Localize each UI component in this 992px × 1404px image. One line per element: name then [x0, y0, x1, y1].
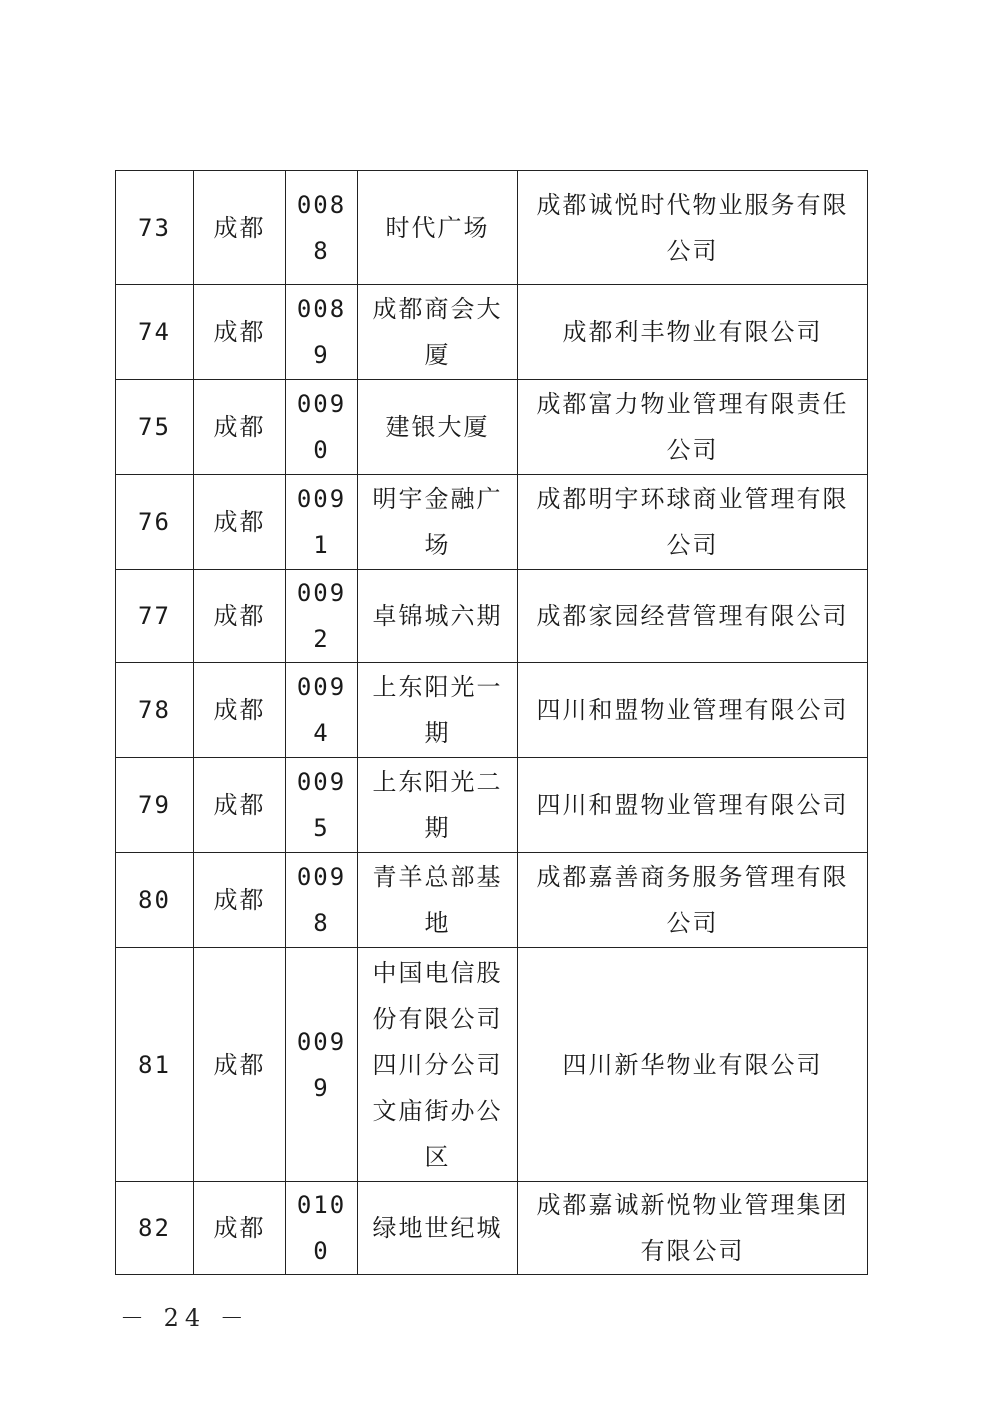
row-number: 81	[116, 948, 194, 1182]
company-cell: 四川和盟物业管理有限公司	[518, 758, 868, 853]
project-cell: 明宇金融广场	[358, 475, 518, 570]
project-cell: 青羊总部基地	[358, 853, 518, 948]
table-row	[116, 380, 868, 475]
project-cell: 时代广场	[358, 171, 518, 285]
city-cell: 成都	[194, 758, 286, 853]
code-cell: 0095	[286, 758, 358, 853]
company-cell: 成都嘉善商务服务管理有限公司	[518, 853, 868, 948]
row-number: 74	[116, 285, 194, 380]
table-row	[116, 758, 868, 853]
code-cell: 0092	[286, 570, 358, 663]
city-cell: 成都	[194, 171, 286, 285]
project-cell: 成都商会大厦	[358, 285, 518, 380]
property-table	[115, 170, 868, 1275]
row-number: 80	[116, 853, 194, 948]
row-number: 75	[116, 380, 194, 475]
row-number: 79	[116, 758, 194, 853]
company-cell: 成都家园经营管理有限公司	[518, 570, 868, 663]
row-number: 78	[116, 663, 194, 758]
table-row	[116, 475, 868, 570]
code-cell: 0091	[286, 475, 358, 570]
code-cell: 0099	[286, 948, 358, 1182]
city-cell: 成都	[194, 475, 286, 570]
company-cell: 四川新华物业有限公司	[518, 948, 868, 1182]
code-cell: 0089	[286, 285, 358, 380]
project-cell: 卓锦城六期	[358, 570, 518, 663]
project-cell: 上东阳光一期	[358, 663, 518, 758]
row-number: 76	[116, 475, 194, 570]
code-cell: 0090	[286, 380, 358, 475]
company-cell: 成都诚悦时代物业服务有限公司	[518, 171, 868, 285]
table-row	[116, 570, 868, 663]
row-number: 77	[116, 570, 194, 663]
row-number: 82	[116, 1182, 194, 1275]
company-cell: 成都嘉诚新悦物业管理集团有限公司	[518, 1182, 868, 1275]
company-cell: 四川和盟物业管理有限公司	[518, 663, 868, 758]
table-row	[116, 663, 868, 758]
city-cell: 成都	[194, 948, 286, 1182]
project-cell: 中国电信股份有限公司四川分公司文庙街办公区	[358, 948, 518, 1182]
table-row	[116, 171, 868, 285]
table-row	[116, 853, 868, 948]
project-cell: 上东阳光二期	[358, 758, 518, 853]
city-cell: 成都	[194, 1182, 286, 1275]
page-number: － 24 －	[120, 1304, 250, 1332]
code-cell: 0098	[286, 853, 358, 948]
code-cell: 0094	[286, 663, 358, 758]
project-cell: 绿地世纪城	[358, 1182, 518, 1275]
table-body	[116, 171, 868, 1275]
city-cell: 成都	[194, 285, 286, 380]
city-cell: 成都	[194, 853, 286, 948]
company-cell: 成都富力物业管理有限责任公司	[518, 380, 868, 475]
table-row	[116, 285, 868, 380]
code-cell: 0100	[286, 1182, 358, 1275]
table-row	[116, 948, 868, 1182]
company-cell: 成都利丰物业有限公司	[518, 285, 868, 380]
city-cell: 成都	[194, 663, 286, 758]
project-cell: 建银大厦	[358, 380, 518, 475]
code-cell: 0088	[286, 171, 358, 285]
company-cell: 成都明宇环球商业管理有限公司	[518, 475, 868, 570]
city-cell: 成都	[194, 380, 286, 475]
city-cell: 成都	[194, 570, 286, 663]
row-number: 73	[116, 171, 194, 285]
table-row	[116, 1182, 868, 1275]
